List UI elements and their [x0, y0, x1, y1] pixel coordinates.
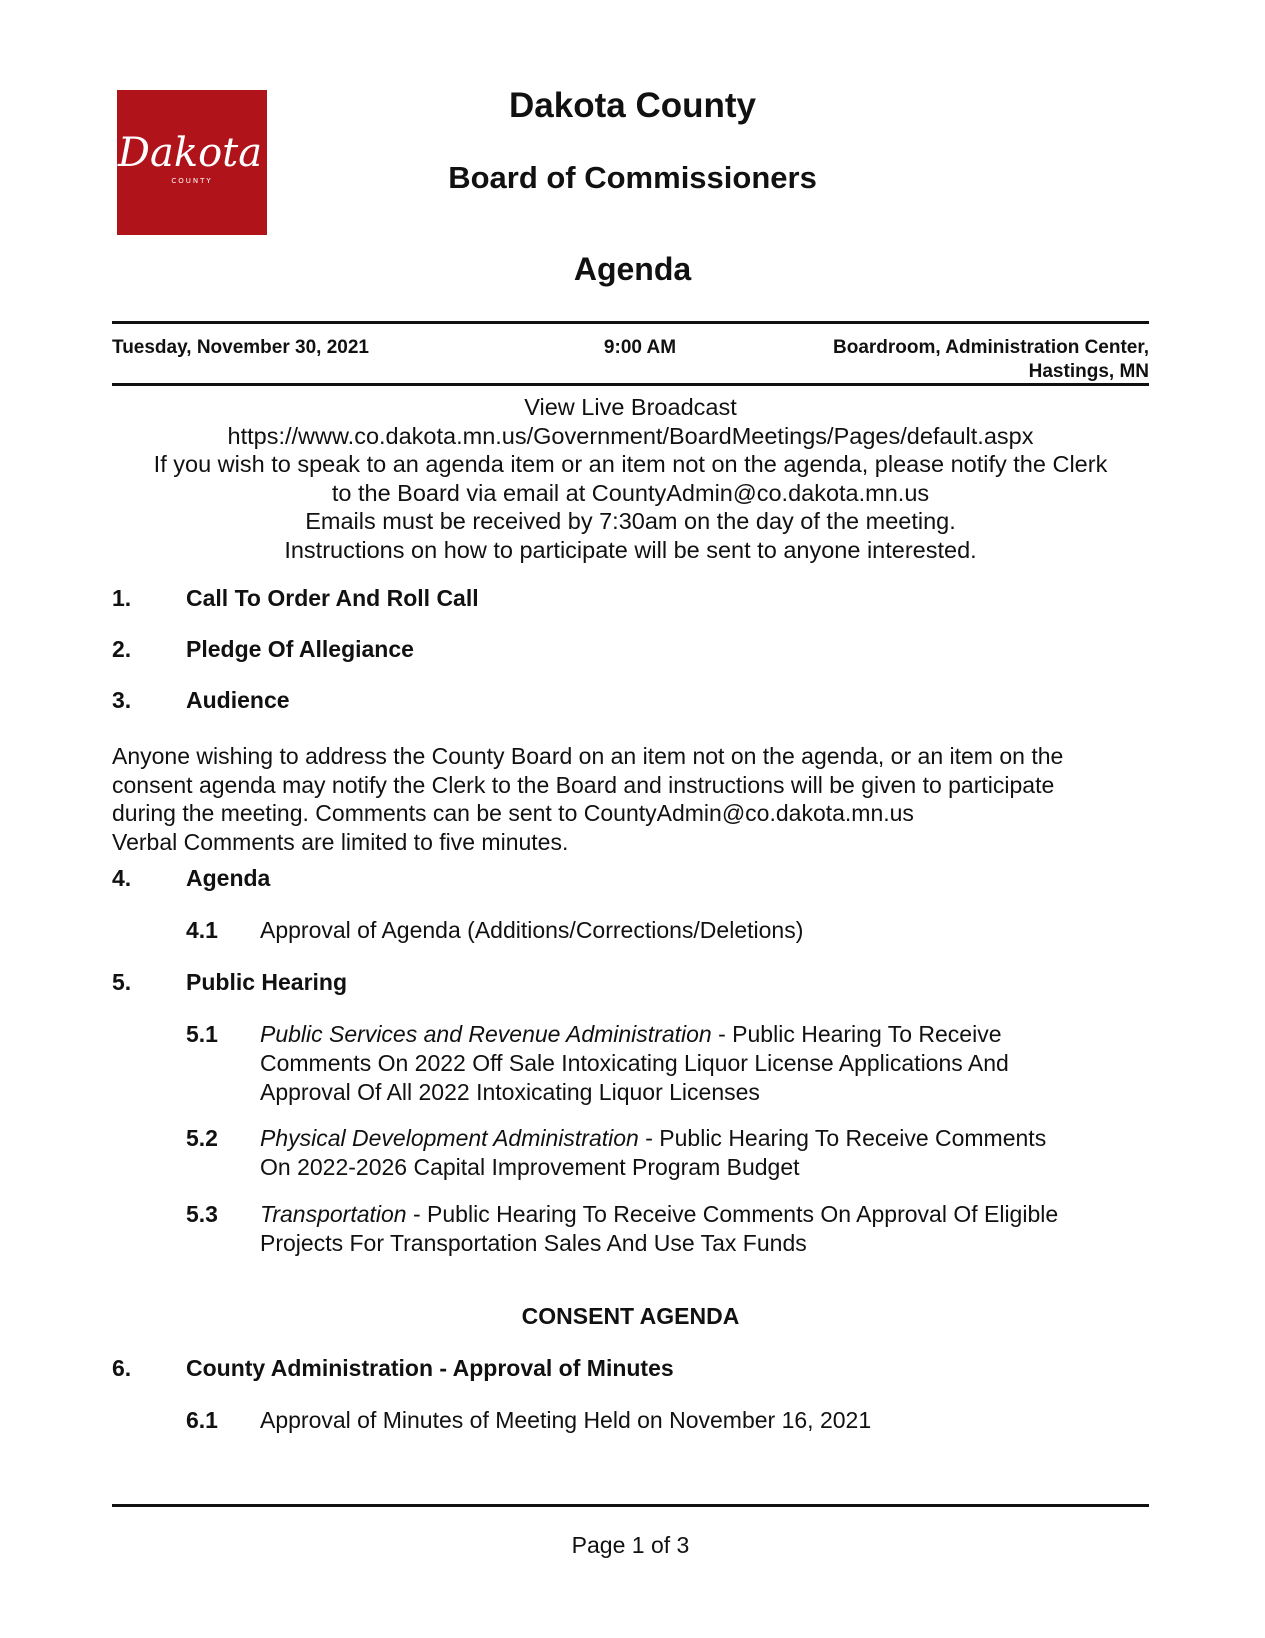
item-5-2-department: Physical Development Administration: [260, 1125, 639, 1151]
county-title: Dakota County: [509, 86, 756, 125]
speak-notice-line1: If you wish to speak to an agenda item or an item not on the agenda, please notify the Clerk: [153, 451, 1108, 477]
item-5-3-line2: Projects For Transportation Sales And Use Tax Funds: [260, 1230, 807, 1256]
broadcast-info: [112, 393, 1149, 564]
item-6-1-number: 6.1: [186, 1407, 218, 1433]
header-bottom-rule: [112, 383, 1149, 386]
broadcast-link[interactable]: https://www.co.dakota.mn.us/Government/BoardMeetings/Pages/default.aspx: [227, 422, 1034, 449]
meeting-location-line1: Boardroom, Administration Center,: [833, 337, 1149, 358]
item-5-3-department: Transportation: [260, 1201, 407, 1227]
item-5-2-separator: -: [638, 1125, 660, 1151]
section-6-number: 6.: [112, 1355, 132, 1381]
broadcast-heading: View Live Broadcast: [524, 394, 737, 420]
item-5-3-separator: -: [406, 1201, 428, 1227]
participation-note: Instructions on how to participate will be sent to anyone interested.: [284, 536, 977, 563]
item-5-1-number: 5.1: [186, 1021, 218, 1047]
audience-line1: Anyone wishing to address the County Board on an item not on the agenda, or an item on the: [112, 743, 1064, 769]
audience-line4: Verbal Comments are limited to five minutes.: [112, 828, 569, 855]
board-title: Board of Commissioners: [448, 160, 817, 195]
item-5-1-line1: Public Hearing To Receive: [732, 1021, 1002, 1047]
document-title: Agenda: [573, 251, 692, 287]
audience-line3: during the meeting. Comments can be sent to CountyAdmin@co.dakota.mn.us: [112, 800, 914, 826]
meeting-date: Tuesday, November 30, 2021: [112, 337, 369, 358]
section-5-number: 5.: [112, 969, 132, 995]
consent-agenda-heading: CONSENT AGENDA: [521, 1303, 740, 1329]
item-4-1-text: Approval of Agenda (Additions/Corrections/Deletions): [260, 917, 804, 943]
footer-rule: [112, 1504, 1149, 1507]
audience-line2: consent agenda may notify the Clerk to the Board and instructions will be given to participate: [112, 771, 1055, 798]
item-5-2-line1: Public Hearing To Receive Comments: [659, 1125, 1047, 1151]
section-1-title: Call To Order And Roll Call: [186, 585, 479, 611]
item-5-1-line2: Comments On 2022 Off Sale Intoxicating Liquor License Applications And: [260, 1050, 1009, 1076]
speak-notice-line2: to the Board via email at CountyAdmin@co.dakota.mn.us: [331, 479, 930, 506]
meeting-location-line2: Hastings, MN: [1028, 361, 1149, 382]
dakota-county-logo: [117, 90, 267, 235]
header-top-rule: [112, 321, 1149, 324]
section-3-number: 3.: [112, 687, 132, 713]
item-5-1-separator: -: [711, 1021, 733, 1047]
email-deadline: Emails must be received by 7:30am on the day of the meeting.: [305, 508, 956, 534]
section-4-number: 4.: [112, 865, 132, 891]
item-5-1-text: [260, 1020, 1150, 1107]
logo-mark: [117, 90, 267, 235]
meeting-location: [749, 336, 1149, 384]
audience-paragraph: [112, 742, 1152, 856]
page-number: Page 1 of 3: [571, 1532, 690, 1558]
section-3-title: Audience: [186, 687, 290, 713]
section-5-title: Public Hearing: [186, 969, 348, 995]
item-6-1-text: Approval of Minutes of Meeting Held on November 16, 2021: [260, 1407, 872, 1433]
logo-wordmark: Dakota: [117, 130, 263, 176]
section-4-title: Agenda: [186, 865, 271, 891]
item-5-2-number: 5.2: [186, 1125, 218, 1151]
item-5-3-text: [260, 1200, 1150, 1258]
logo-subtext: COUNTY: [171, 177, 213, 185]
item-5-3-line1: Public Hearing To Receive Comments On Approval Of Eligible: [427, 1201, 1059, 1227]
meeting-time: 9:00 AM: [603, 337, 677, 358]
item-5-3-number: 5.3: [186, 1201, 218, 1227]
section-2-number: 2.: [112, 636, 132, 662]
section-2-title: Pledge Of Allegiance: [186, 636, 414, 662]
item-5-1-line3: Approval Of All 2022 Intoxicating Liquor Licenses: [260, 1079, 760, 1105]
item-5-2-line2: On 2022-2026 Capital Improvement Program Budget: [260, 1154, 800, 1180]
item-5-1-department: Public Services and Revenue Administration: [260, 1021, 712, 1047]
item-4-1-number: 4.1: [186, 917, 218, 943]
section-6-title: County Administration - Approval of Minutes: [186, 1355, 674, 1381]
section-1-number: 1.: [112, 585, 132, 611]
item-5-2-text: [260, 1124, 1150, 1182]
